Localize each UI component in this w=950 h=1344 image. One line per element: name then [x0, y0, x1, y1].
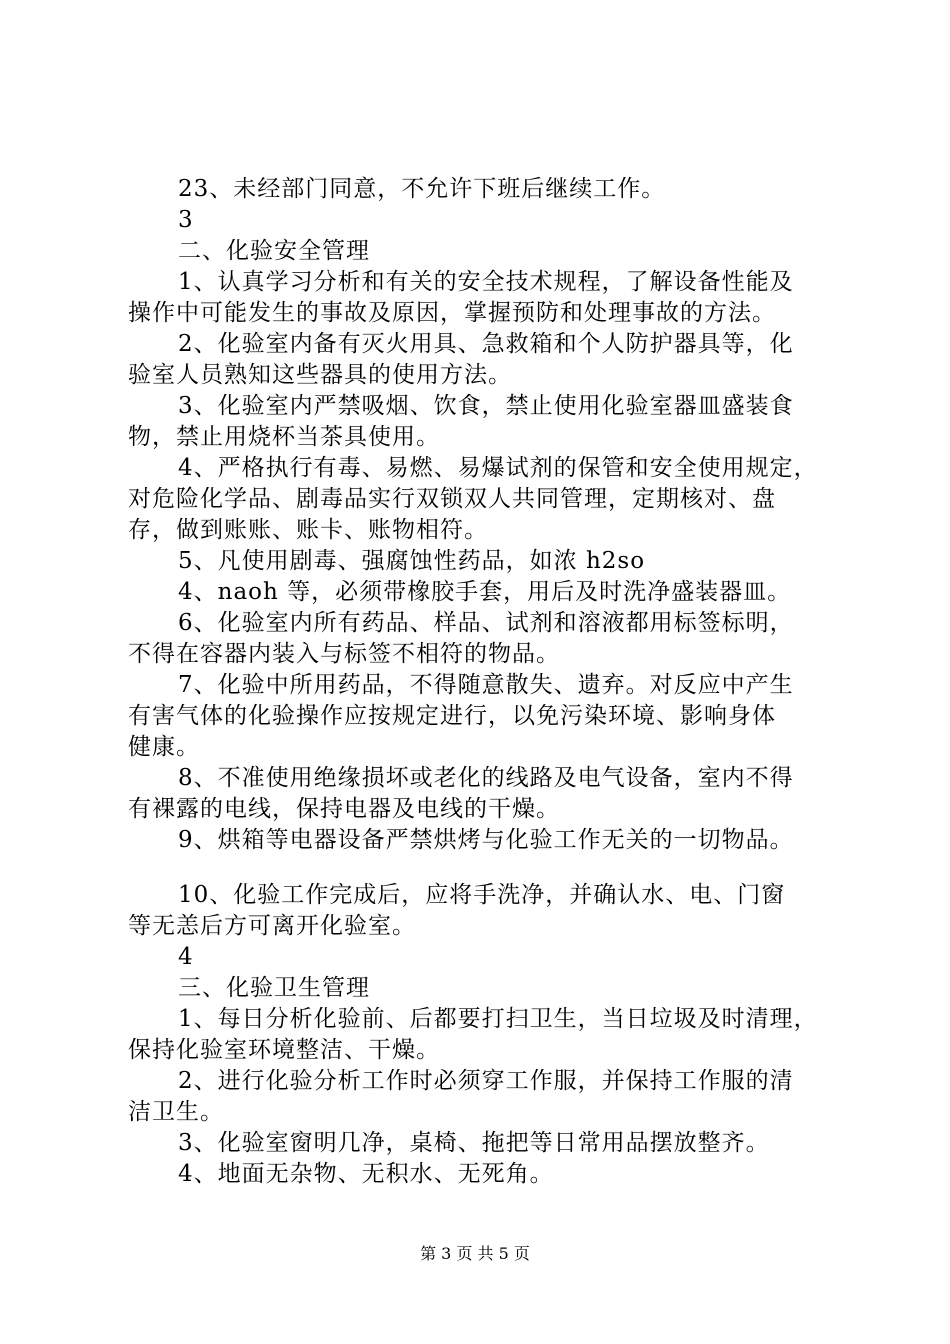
page-number-marker: 4 [178, 944, 194, 970]
text-line: 1、每日分析化验前、后都要打扫卫生，当日垃圾及时清理， [178, 1006, 818, 1032]
text-line: 3、化验室内严禁吸烟、饮食，禁止使用化验室器皿盛装食 [178, 393, 794, 419]
text-line: 1、认真学习分析和有关的安全技术规程，了解设备性能及 [178, 269, 794, 295]
text-line: 23、未经部门同意，不允许下班后继续工作。 [178, 176, 666, 202]
text-line: 验室人员熟知这些器具的使用方法。 [128, 362, 512, 388]
text-line: 10、化验工作完成后，应将手洗净，并确认水、电、门窗 [178, 882, 786, 908]
text-line: 健康。 [128, 734, 200, 760]
paragraph-gap [128, 856, 836, 880]
text-line: 5、凡使用剧毒、强腐蚀性药品，如浓 h2so [178, 548, 646, 574]
text-line: 对危险化学品、剧毒品实行双锁双人共同管理，定期核对、盘 [128, 486, 776, 512]
text-line: 洁卫生。 [128, 1099, 224, 1125]
text-line: 8、不准使用绝缘损坏或老化的线路及电气设备，室内不得 [178, 765, 794, 791]
text-line: 2、化验室内备有灭火用具、急救箱和个人防护器具等，化 [178, 331, 794, 357]
text-line: 存，做到账账、账卡、账物相符。 [128, 517, 488, 543]
text-line: 操作中可能发生的事故及原因，掌握预防和处理事故的方法。 [128, 300, 776, 326]
text-line: 不得在容器内装入与标签不相符的物品。 [128, 641, 560, 667]
text-line: 6、化验室内所有药品、样品、试剂和溶液都用标签标明， [178, 610, 794, 636]
text-line: 物，禁止用烧杯当茶具使用。 [128, 424, 440, 450]
page-number-marker: 3 [178, 207, 194, 233]
section-heading: 二、化验安全管理 [178, 238, 370, 264]
text-line: 9、烘箱等电器设备严禁烘烤与化验工作无关的一切物品。 [178, 827, 794, 853]
document-body [128, 174, 836, 1190]
text-line: 3、化验室窗明几净，桌椅、拖把等日常用品摆放整齐。 [178, 1130, 770, 1156]
text-line: 7、化验中所用药品，不得随意散失、遗弃。对反应中产生 [178, 672, 794, 698]
text-line: 2、进行化验分析工作时必须穿工作服，并保持工作服的清 [178, 1068, 794, 1094]
text-line: 保持化验室环境整洁、干燥。 [128, 1037, 440, 1063]
section-heading: 三、化验卫生管理 [178, 975, 370, 1001]
text-line: 有害气体的化验操作应按规定进行，以免污染环境、影响身体 [128, 703, 776, 729]
text-line: 4、严格执行有毒、易燃、易爆试剂的保管和安全使用规定， [178, 455, 818, 481]
text-line: 4、地面无杂物、无积水、无死角。 [178, 1161, 554, 1187]
page-footer: 第 3 页 共 5 页 [420, 1244, 530, 1263]
text-line: 4、naoh 等，必须带橡胶手套，用后及时洗净盛装器皿。 [178, 579, 792, 605]
text-line: 等无恙后方可离开化验室。 [128, 913, 416, 939]
text-line: 有裸露的电线，保持电器及电线的干燥。 [128, 796, 560, 822]
